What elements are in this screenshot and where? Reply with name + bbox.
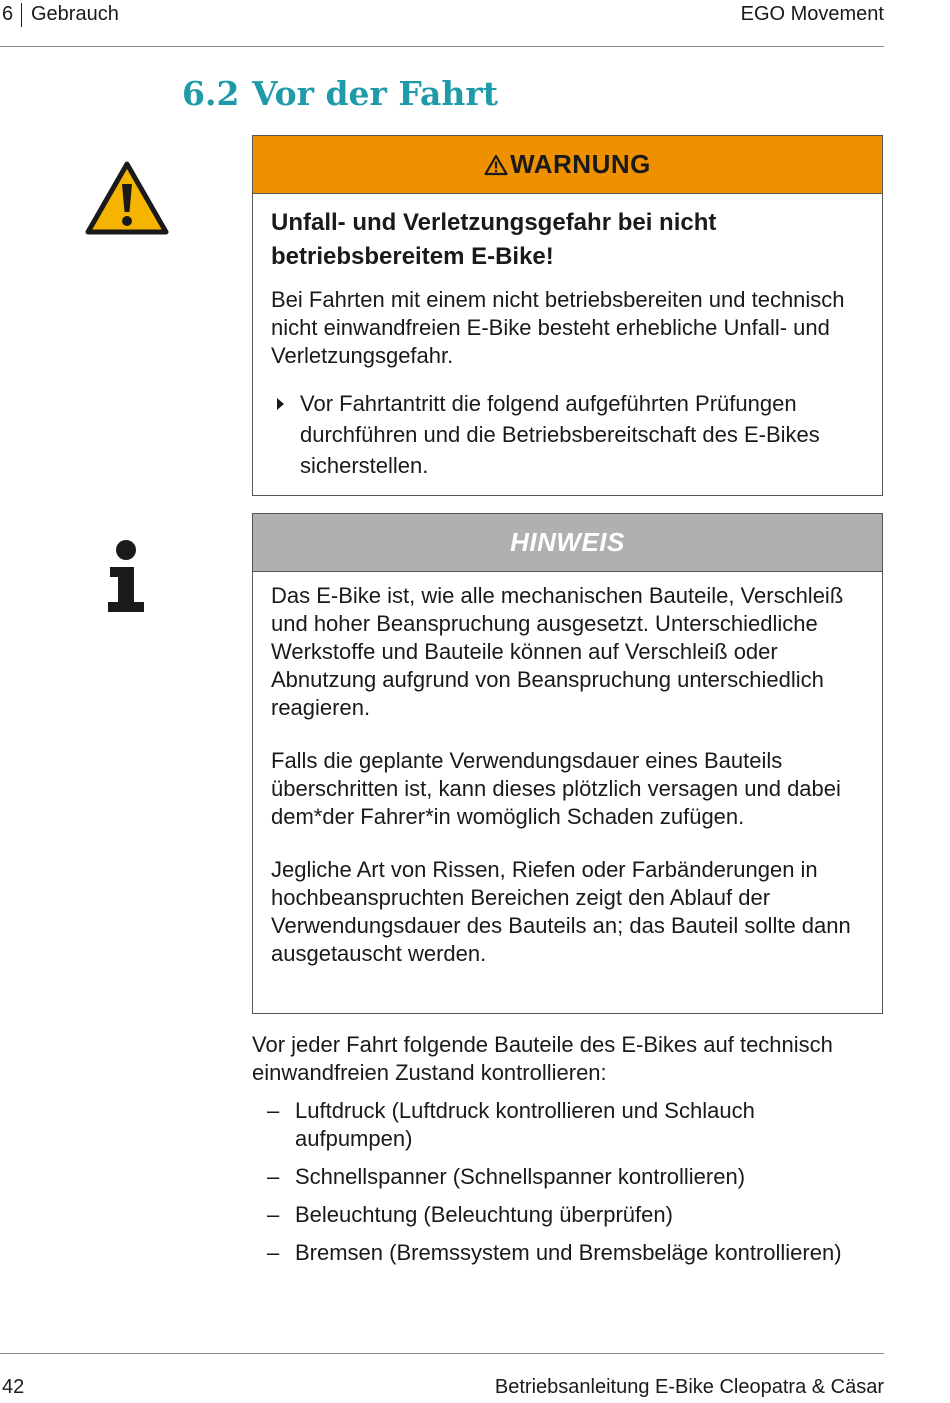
notice-paragraph: Das E-Bike ist, wie alle mechanischen Bauteile, Verschleiß und hoher Beanspruchung ausgesetzt. Unterschiedliche Werkstoffe und Bauteile können auf Verschleiß oder Abnutzung aufgrund von Beanspruchung unterschiedlich reagieren. — [271, 583, 844, 720]
warning-header — [253, 136, 882, 194]
list-item — [252, 1163, 872, 1191]
chapter-number: 6 — [2, 3, 14, 25]
warning-label — [484, 149, 651, 180]
chapter-title: Gebrauch — [31, 3, 119, 25]
list-item-text: Schnellspanner (Schnellspanner kontrollieren) — [295, 1164, 746, 1189]
brand-name: EGO Movement — [740, 3, 884, 25]
list-item — [252, 1201, 872, 1229]
page-header — [0, 0, 884, 47]
page-number: 42 — [2, 1376, 25, 1398]
list-bullet: – — [267, 1240, 280, 1265]
warning-hazard: Unfall- und Verletzungsgefahr bei nicht betriebsbereitem E-Bike! — [271, 209, 717, 270]
list-bullet: – — [267, 1098, 280, 1123]
notice-label: HINWEIS — [510, 527, 625, 557]
notice-body — [253, 572, 882, 968]
header-separator — [21, 3, 22, 27]
warning-label-text: WARNUNG — [510, 149, 651, 179]
info-icon — [106, 540, 148, 614]
section-heading — [182, 74, 498, 113]
list-item — [252, 1239, 872, 1267]
checks-list — [252, 1097, 872, 1277]
list-item — [252, 1097, 872, 1153]
warning-body — [253, 194, 882, 481]
checks-intro: Vor jeder Fahrt folgende Bauteile des E-Bikes auf technisch einwandfreien Zustand kontrollieren: — [252, 1032, 833, 1085]
warning-action — [271, 388, 864, 481]
warning-action-text: Vor Fahrtantritt die folgend aufgeführten Prüfungen durchführen und die Betriebsbereitschaft des E-Bikes sicherstellen. — [300, 391, 820, 478]
document-title: Betriebsanleitung E-Bike Cleopatra & Cäsar — [494, 1376, 884, 1398]
warning-box — [252, 135, 883, 496]
warning-description: Bei Fahrten mit einem nicht betriebsbereiten und technisch nicht einwandfreien E-Bike besteht erhebliche Unfall- und Verletzungsgefahr. — [271, 287, 845, 368]
warning-triangle-icon — [84, 160, 170, 236]
section-title: Vor der Fahrt — [252, 74, 499, 113]
list-bullet: – — [267, 1164, 280, 1189]
notice-box — [252, 513, 883, 1014]
list-item-text: Beleuchtung (Beleuchtung überprüfen) — [295, 1202, 673, 1227]
list-item-text: Bremsen (Bremssystem und Bremsbeläge kontrollieren) — [295, 1240, 842, 1265]
notice-paragraph: Falls die geplante Verwendungsdauer eines Bauteils überschritten ist, kann dieses plötzlich versagen und dabei dem*der Fahrer*in womöglich Schaden zufügen. — [271, 748, 841, 829]
section-number: 6.2 — [182, 74, 240, 113]
action-arrow-icon — [277, 398, 284, 410]
page-footer — [0, 1353, 884, 1403]
list-item-text: Luftdruck (Luftdruck kontrollieren und Schlauch aufpumpen) — [295, 1098, 755, 1151]
list-bullet: – — [267, 1202, 280, 1227]
notice-header — [253, 514, 882, 572]
notice-paragraph: Jegliche Art von Rissen, Riefen oder Farbänderungen in hochbeanspruchten Bereichen zeigt den Ablauf der Verwendungsdauer des Bauteils an; das Bauteil sollte dann ausgetauscht werden. — [271, 857, 851, 966]
small-warning-triangle-icon — [484, 154, 508, 176]
